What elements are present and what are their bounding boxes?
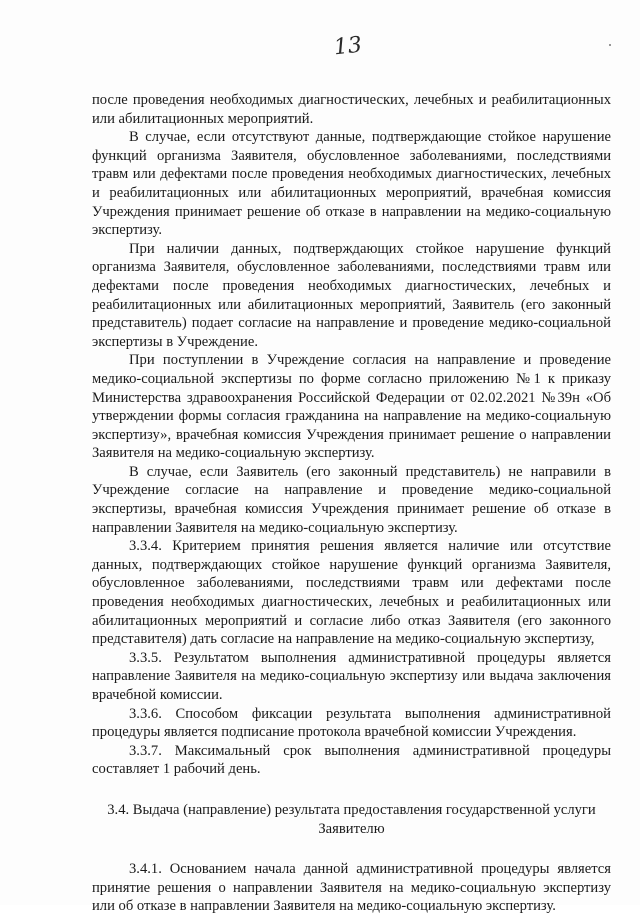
paragraph-3-3-5: 3.3.5. Результатом выполнения административной процедуры является направление Заявителя на медико-социальную экспертизу или выдача заключения врачебной комиссии. [92,649,611,703]
handwritten-page-number: 13 [332,32,364,61]
paragraph-3-3-7: 3.3.7. Максимальный срок выполнения административной процедуры составляет 1 рабочий день. [92,742,611,778]
paragraph-refusal-no-data: В случае, если отсутствуют данные, подтверждающие стойкое нарушение функций организма Заявителя, обусловленное заболеваниями, последствиями травм или дефектами после проведения необходимых диагностических, лечебных и реабилитационных или абилитационных мероприятий, врачебная комиссия Учреждения принимает решение об отказе в направлении на медико-социальную экспертизу. [92,129,611,239]
scan-speck [609,44,611,46]
paragraph-3-3-4: 3.3.4. Критерием принятия решения является наличие или отсутствие данных, подтверждающих стойкое нарушение функций организма Заявителя, обусловленное заболеваниями, последствиями травм или дефектами после проведения необходимых диагностических, лечебных и реабилитационных или абилитационных мероприятий и согласие либо отказ Заявителя (его законного представителя) дать согласие на направление на медико-социальную экспертизу, [92,538,611,648]
paragraph-3-4-1: 3.4.1. Основанием начала данной административной процедуры является принятие решения о направлении Заявителя на медико-социальную экспертизу или об отказе в направлении Заявителя на медико-социальную экспертизу. [92,861,611,915]
paragraph-consent-received: При поступлении в Учреждение согласия на направление и проведение медико-социальной экспертизы по форме согласно приложению №1 к приказу Министерства здравоохранения Российской Федерации от 02.02.2021 №39н «Об утверждении формы согласия гражданина на направление на медико-социальную экспертизу», врачебная комиссия Учреждения принимает решение о направлении Заявителя на медико-социальную экспертизу. [92,352,611,462]
document-body [92,91,611,916]
paragraph-no-consent: В случае, если Заявитель (его законный представитель) не направили в Учреждение согласие на направление и проведение медико-социальной экспертизы, врачебная комиссия Учреждения принимает решение об отказе в направлении Заявителя на медико-социальную экспертизу. [92,463,611,536]
paragraph-3-3-6: 3.3.6. Способом фиксации результата выполнения административной процедуры является подписание протокола врачебной комиссии Учреждения. [92,705,611,741]
paragraph-continuation: после проведения необходимых диагностических, лечебных и реабилитационных или абилитационных мероприятий. [92,92,611,127]
section-heading: 3.4. Выдача (направление) результата предоставления государственной услуги Заявителю [107,801,596,837]
paragraph-consent-submission: При наличии данных, подтверждающих стойкое нарушение функций организма Заявителя, обусловленное заболеваниями, последствиями травм или дефектами после проведения необходимых диагностических, лечебных и реабилитационных или абилитационных мероприятий, Заявитель (его законный представитель) подает согласие на направление и проведение медико-социальной экспертизы в Учреждение. [92,240,611,350]
